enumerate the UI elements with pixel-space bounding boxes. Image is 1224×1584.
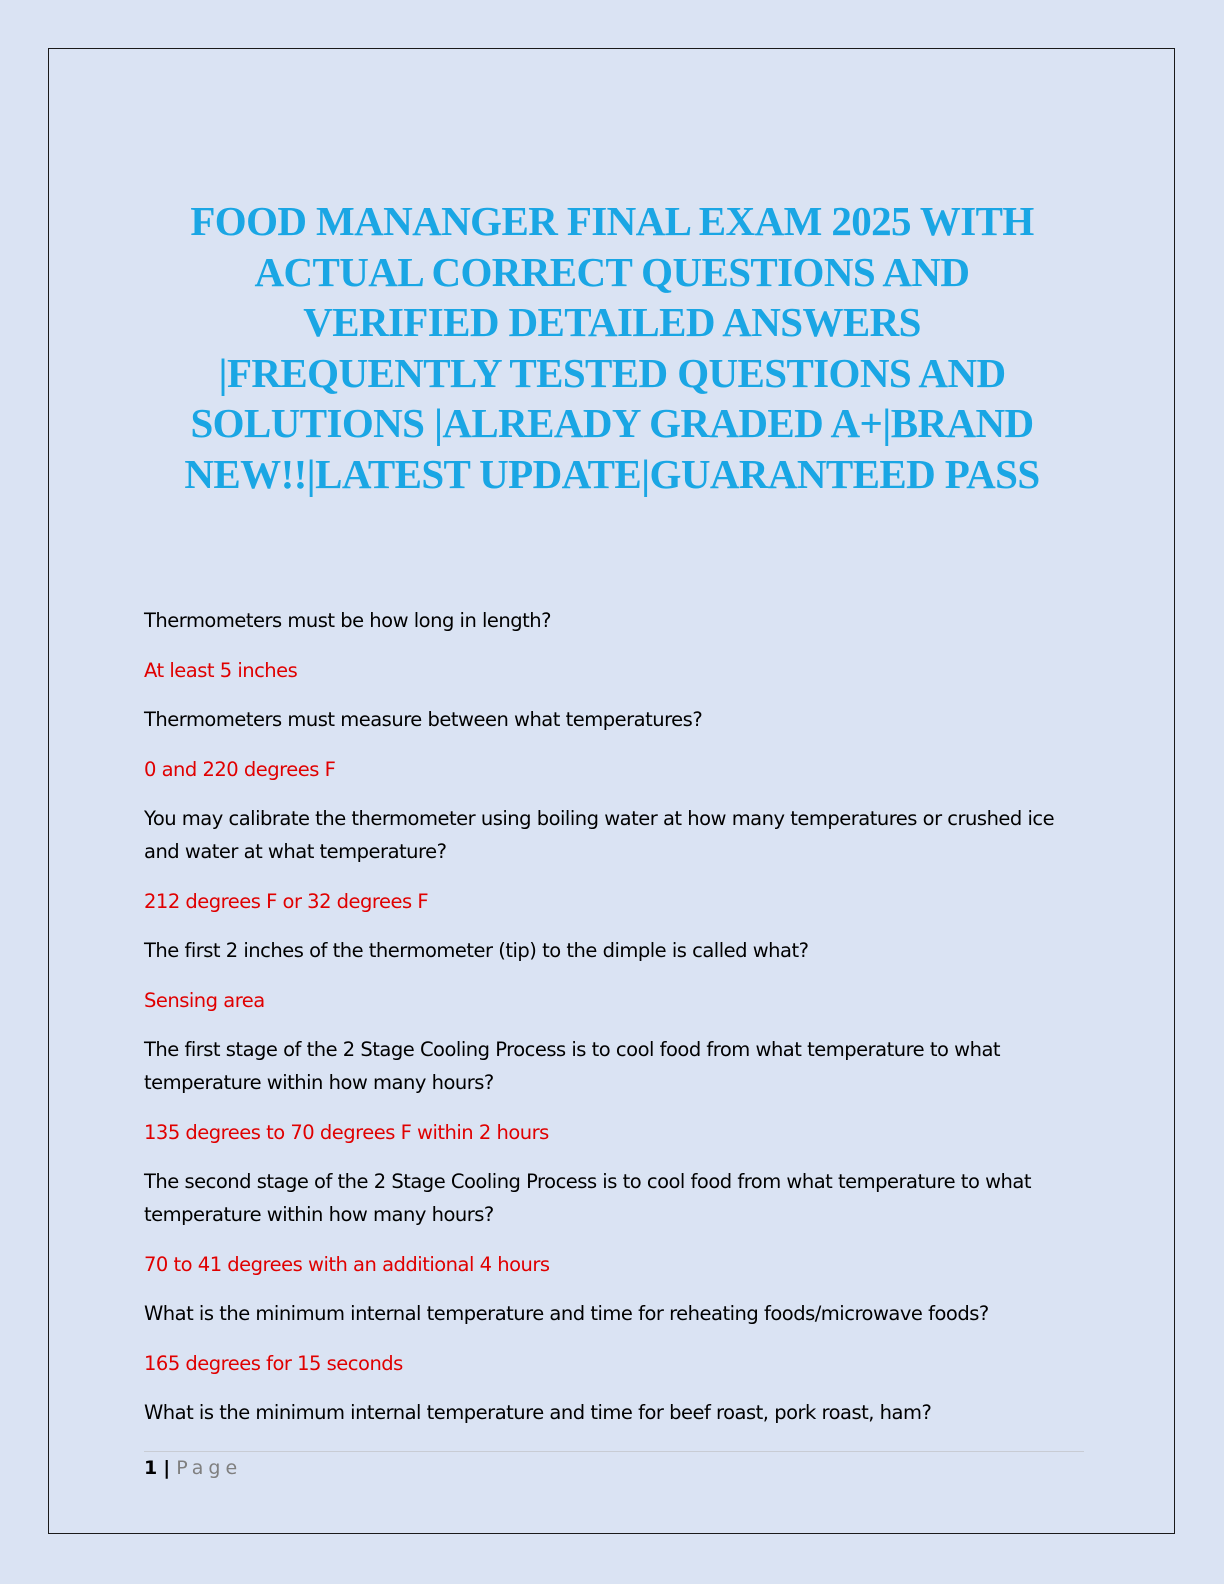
page-footer <box>144 1455 242 1481</box>
answer-text: 0 and 220 degrees F <box>144 757 336 781</box>
title-line: ACTUAL CORRECT QUESTIONS AND <box>254 248 970 295</box>
question-text: The first stage of the 2 Stage Cooling Process is to cool food from what temperature to what temperature within how many hours? <box>144 1038 1001 1094</box>
footer-separator: | <box>163 1457 171 1479</box>
question-text: Thermometers must be how long in length? <box>144 609 552 632</box>
title-line: VERIFIED DETAILED ANSWERS <box>303 299 921 345</box>
question-text: What is the minimum internal temperature and time for reheating foods/microwave foods? <box>144 1302 989 1325</box>
question-text: The second stage of the 2 Stage Cooling Process is to cool food from what temperature to what temperature within how many hours? <box>144 1170 1031 1226</box>
page-number: 1 <box>144 1457 158 1479</box>
title-line: NEW!!|LATEST UPDATE|GUARANTEED PASS <box>184 450 1040 497</box>
answer-text: 212 degrees F or 32 degrees F <box>144 889 429 913</box>
qa-list <box>144 604 1094 1446</box>
answer-text: 135 degrees to 70 degrees F within 2 hours <box>144 1120 549 1144</box>
question-text: Thermometers must measure between what temperatures? <box>144 708 703 731</box>
title-line: SOLUTIONS |ALREADY GRADED A+|BRAND <box>190 400 1034 446</box>
title-line: |FREQUENTLY TESTED QUESTIONS AND <box>218 349 1006 396</box>
answer-text: At least 5 inches <box>144 658 298 682</box>
footer-divider <box>144 1451 1084 1452</box>
answer-text: 165 degrees for 15 seconds <box>144 1351 403 1375</box>
page-label: Page <box>176 1457 243 1479</box>
question-text: What is the minimum internal temperature and time for beef roast, pork roast, ham? <box>144 1401 932 1424</box>
document-title <box>120 196 1104 499</box>
title-line: FOOD MANANGER FINAL EXAM 2025 WITH <box>190 198 1034 244</box>
answer-text: 70 to 41 degrees with an additional 4 hours <box>144 1252 550 1276</box>
question-text: The first 2 inches of the thermometer (tip) to the dimple is called what? <box>144 939 809 962</box>
answer-text: Sensing area <box>144 988 265 1012</box>
question-text: You may calibrate the thermometer using boiling water at how many temperatures or crushed ice and water at what temperature? <box>144 807 1055 863</box>
